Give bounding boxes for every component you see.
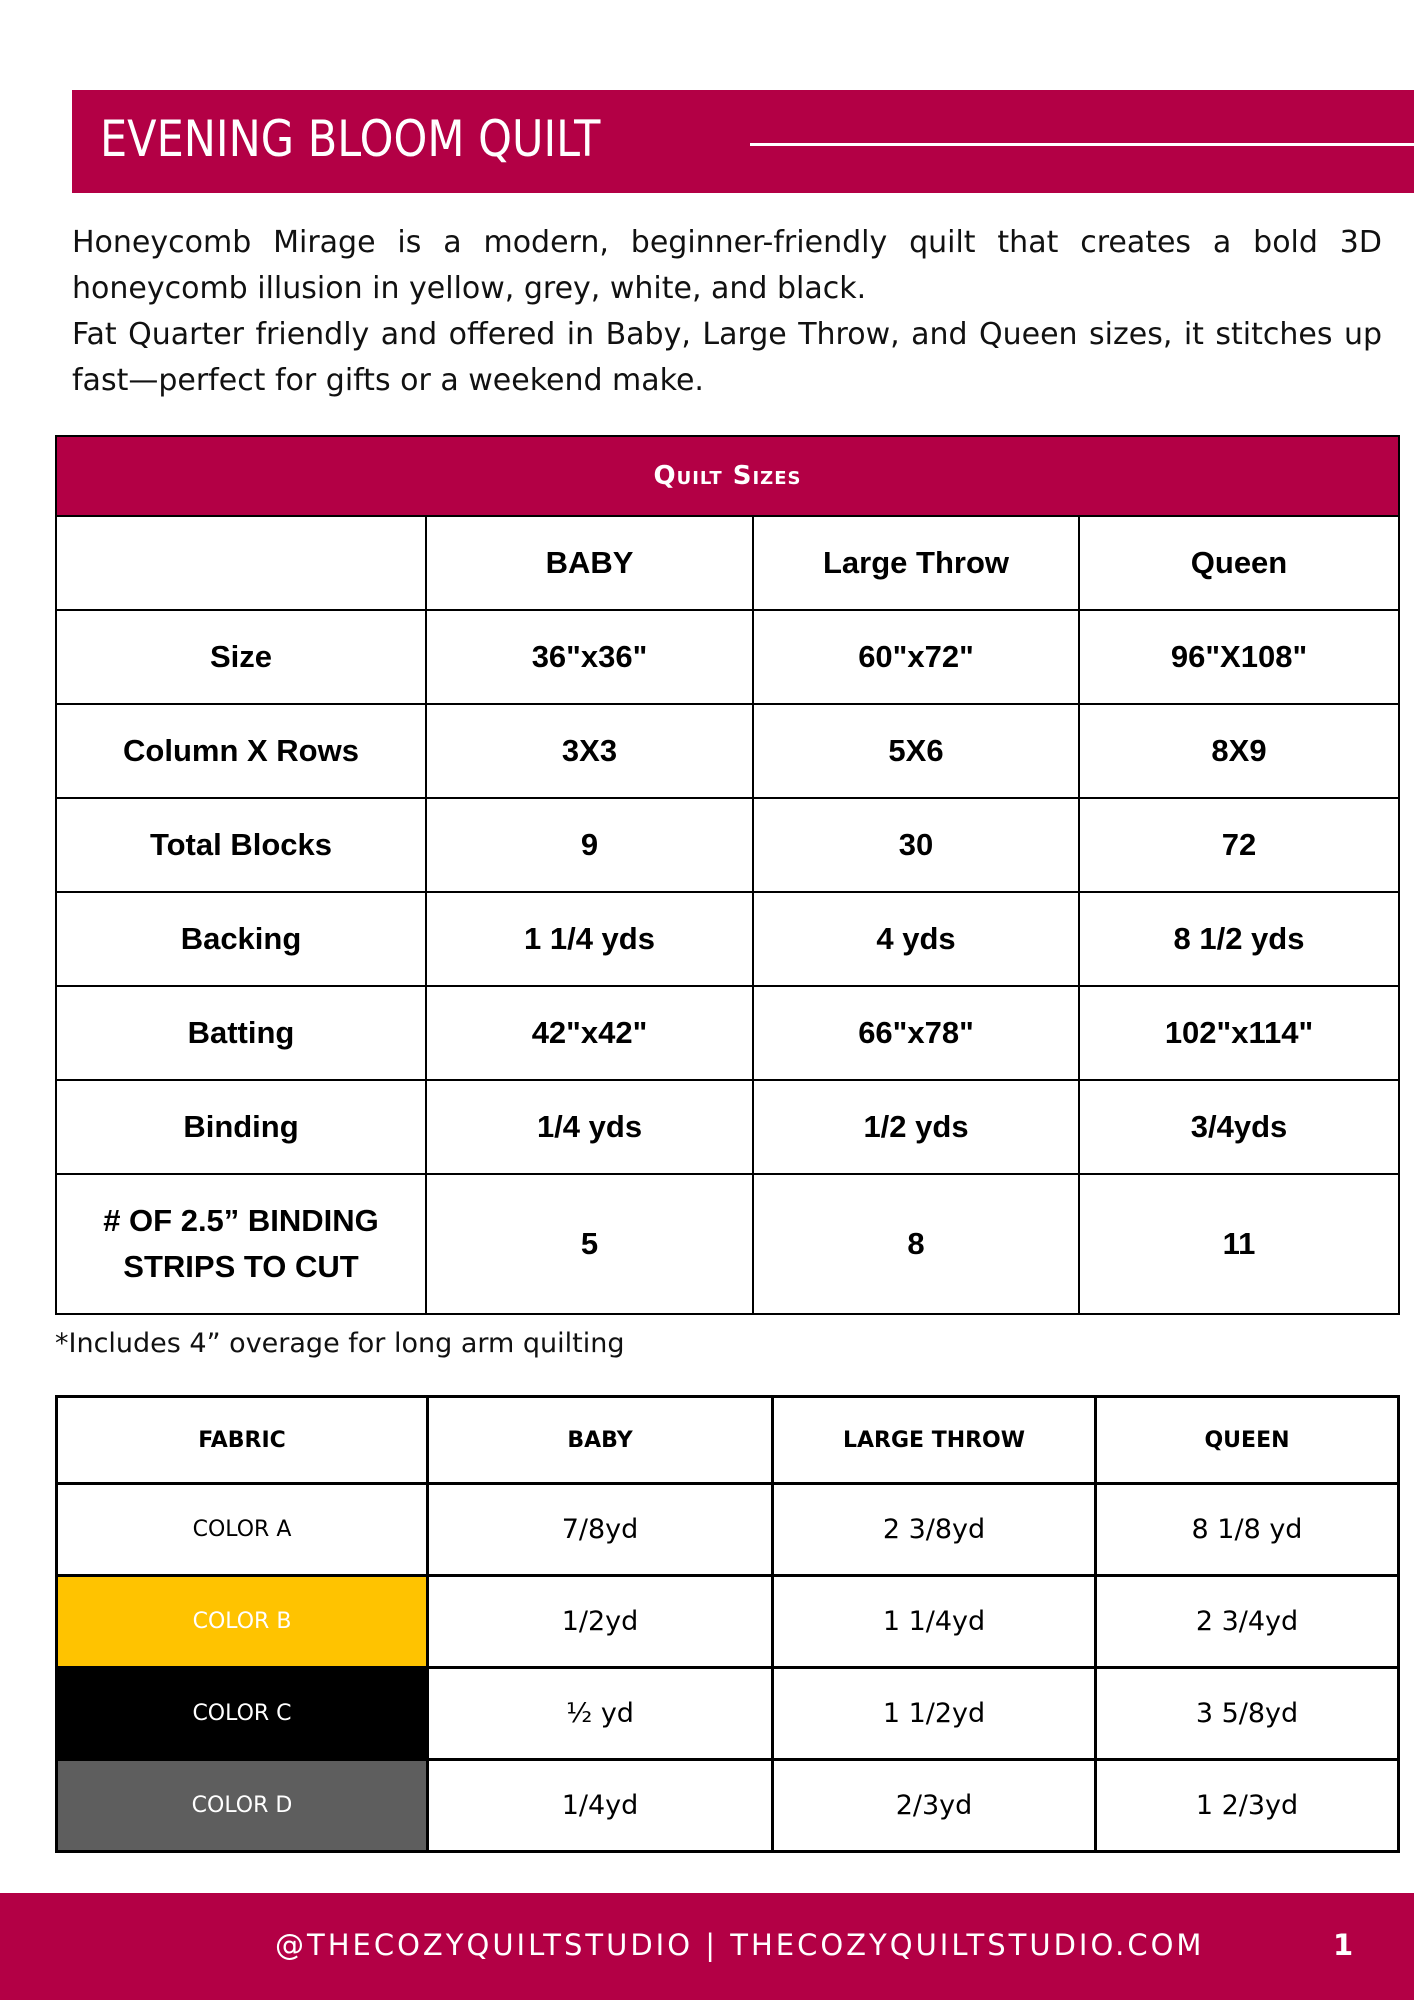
table-cell: 42"x42" xyxy=(426,986,753,1080)
table-row xyxy=(57,1484,1399,1576)
table-header-row xyxy=(57,1397,1399,1484)
footer-banner xyxy=(0,1893,1414,2000)
quilt-sizes-table xyxy=(55,435,1400,1315)
fabric-swatch-cell: COLOR B xyxy=(57,1576,428,1668)
table-row xyxy=(57,1576,1399,1668)
table-row xyxy=(56,704,1399,798)
intro-paragraph: Fat Quarter friendly and offered in Baby, Large Throw, and Queen sizes, it stitches up fast—perfect for gifts or a weekend make. xyxy=(72,317,1382,398)
table-header-row xyxy=(56,516,1399,610)
page-number: 1 xyxy=(1333,1928,1354,1962)
fabric-swatch-cell: COLOR A xyxy=(57,1484,428,1576)
footnote: *Includes 4” overage for long arm quilting xyxy=(55,1328,625,1359)
column-header: LARGE THROW xyxy=(773,1397,1096,1484)
table-cell: 8 xyxy=(753,1174,1079,1314)
row-label: Size xyxy=(56,610,426,704)
table-cell: 1/2yd xyxy=(428,1576,773,1668)
column-header: BABY xyxy=(426,516,753,610)
column-header: QUEEN xyxy=(1096,1397,1399,1484)
table-cell: 1 1/4 yds xyxy=(426,892,753,986)
table-row xyxy=(56,610,1399,704)
table-cell: 1/2 yds xyxy=(753,1080,1079,1174)
intro-text xyxy=(72,220,1382,404)
table-row xyxy=(56,986,1399,1080)
intro-paragraph: Honeycomb Mirage is a modern, beginner-friendly quilt that creates a bold 3D honeycomb illusion in yellow, grey, white, and black. xyxy=(72,225,1382,306)
table-cell: 3X3 xyxy=(426,704,753,798)
table-cell: 1/4yd xyxy=(428,1760,773,1852)
table-cell: 2/3yd xyxy=(773,1760,1096,1852)
column-header: BABY xyxy=(428,1397,773,1484)
table-caption: Quilt Sizes xyxy=(56,436,1399,516)
table-row xyxy=(57,1760,1399,1852)
footer-social-link[interactable]: @THECOZYQUILTSTUDIO | THECOZYQUILTSTUDIO.COM xyxy=(275,1928,1205,1962)
table-cell: 3/4yds xyxy=(1079,1080,1399,1174)
column-header xyxy=(56,516,426,610)
table-row xyxy=(56,1080,1399,1174)
table-cell: 66"x78" xyxy=(753,986,1079,1080)
fabric-swatch-cell: COLOR D xyxy=(57,1760,428,1852)
table-row xyxy=(57,1668,1399,1760)
table-cell: 5X6 xyxy=(753,704,1079,798)
page-title: EVENING BLOOM QUILT xyxy=(100,110,601,168)
table-cell: 102"x114" xyxy=(1079,986,1399,1080)
fabric-swatch-cell: COLOR C xyxy=(57,1668,428,1760)
table-cell: 4 yds xyxy=(753,892,1079,986)
table-cell: 1 1/2yd xyxy=(773,1668,1096,1760)
row-label: Total Blocks xyxy=(56,798,426,892)
table-cell: 8X9 xyxy=(1079,704,1399,798)
table-cell: 60"x72" xyxy=(753,610,1079,704)
table-row xyxy=(56,798,1399,892)
row-label: Backing xyxy=(56,892,426,986)
table-cell: 11 xyxy=(1079,1174,1399,1314)
table-cell: 36"x36" xyxy=(426,610,753,704)
table-cell: 72 xyxy=(1079,798,1399,892)
table-cell: 8 1/8 yd xyxy=(1096,1484,1399,1576)
table-row xyxy=(56,892,1399,986)
table-cell: 2 3/4yd xyxy=(1096,1576,1399,1668)
column-header: Large Throw xyxy=(753,516,1079,610)
row-label: Batting xyxy=(56,986,426,1080)
table-cell: 1 1/4yd xyxy=(773,1576,1096,1668)
fabric-requirements-table xyxy=(55,1395,1400,1853)
table-cell: 9 xyxy=(426,798,753,892)
column-header: Queen xyxy=(1079,516,1399,610)
column-header: FABRIC xyxy=(57,1397,428,1484)
table-row xyxy=(56,1174,1399,1314)
title-divider-line xyxy=(750,143,1414,146)
table-cell: 96"X108" xyxy=(1079,610,1399,704)
row-label: Column X Rows xyxy=(56,704,426,798)
row-label: # OF 2.5” BINDING STRIPS TO CUT xyxy=(56,1174,426,1314)
title-banner xyxy=(72,90,1414,193)
table-cell: 3 5/8yd xyxy=(1096,1668,1399,1760)
table-cell: 30 xyxy=(753,798,1079,892)
table-cell: 1 2/3yd xyxy=(1096,1760,1399,1852)
row-label: Binding xyxy=(56,1080,426,1174)
table-cell: 2 3/8yd xyxy=(773,1484,1096,1576)
table-cell: ½ yd xyxy=(428,1668,773,1760)
table-cell: 5 xyxy=(426,1174,753,1314)
table-cell: 1/4 yds xyxy=(426,1080,753,1174)
table-cell: 8 1/2 yds xyxy=(1079,892,1399,986)
table-cell: 7/8yd xyxy=(428,1484,773,1576)
